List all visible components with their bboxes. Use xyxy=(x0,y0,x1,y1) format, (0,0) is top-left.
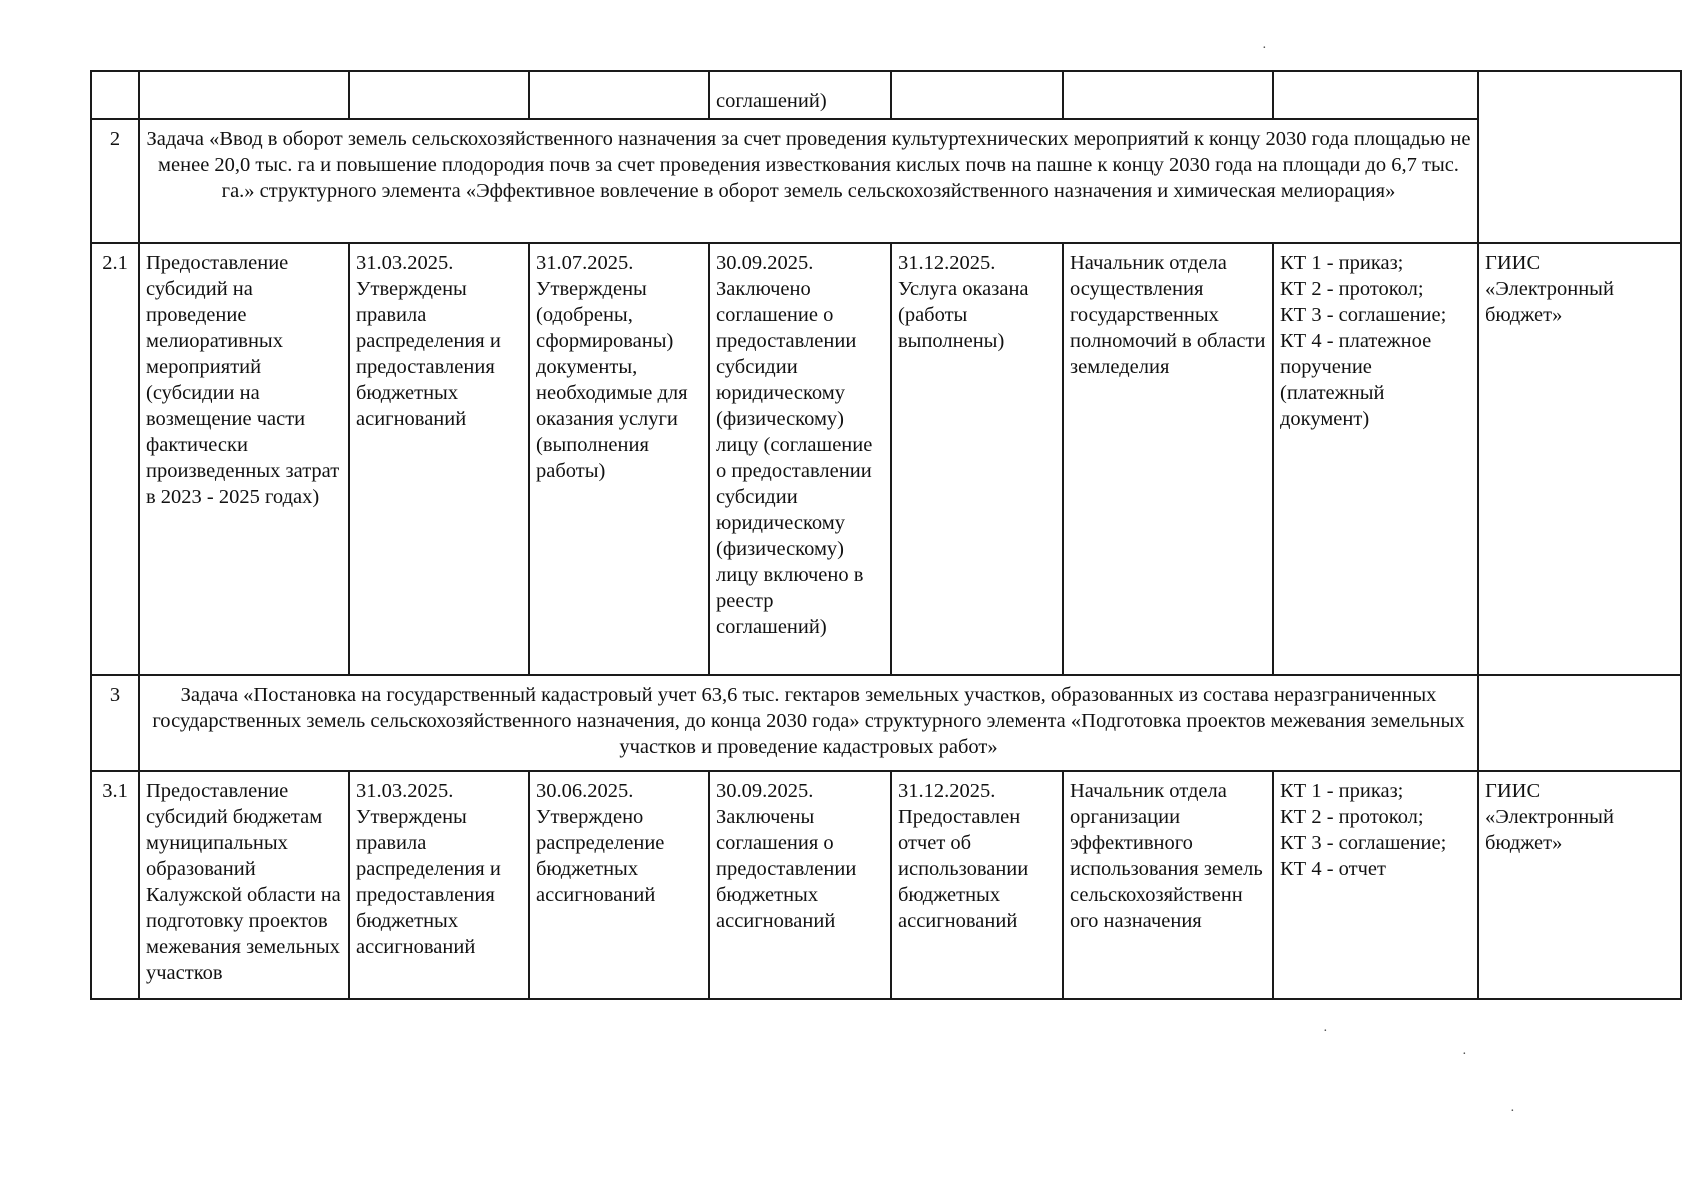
cell-system xyxy=(1478,71,1681,243)
event-name: Предоставление субсидий бюджетам муниципальных образований Калужской области на подготовку проектов межевания земельных участков xyxy=(139,771,349,999)
responsible-person: Начальник отдела осуществления государственных полномочий в области земледелия xyxy=(1063,243,1273,675)
control-point-4: 31.12.2025. Услуга оказана (работы выполнены) xyxy=(891,243,1063,675)
row-number: 3.1 xyxy=(91,771,139,999)
cell-text: соглашений) xyxy=(716,90,827,112)
scan-speck: · xyxy=(1323,1024,1328,1039)
section-number: 2 xyxy=(91,119,139,243)
section-task: Задача «Ввод в оборот земель сельскохозяйственного назначения за счет проведения культуртехнических мероприятий к концу 2030 года площадью не менее 20,0 тыс. га и повышение плодородия почв за счет проведения известкования кислых почв на пашне к концу 2030 года на площади до 6,7 тыс. га.» структурного элемента «Эффективное вовлечение в оборот земель сельскохозяйственного назначения и химическая мелиорация» xyxy=(139,119,1478,243)
table-row xyxy=(91,243,1681,675)
control-point-2: 31.07.2025. Утверждены (одобрены, сформированы) документы, необходимые для оказания услуги (выполнения работы) xyxy=(529,243,709,675)
control-point-1: 31.03.2025. Утверждены правила распределения и предоставления бюджетных ассигнований xyxy=(349,771,529,999)
cell-kt1 xyxy=(349,71,529,119)
cell-kt2 xyxy=(529,71,709,119)
doc-item: КТ 2 - протокол; xyxy=(1280,806,1424,828)
doc-item: КТ 1 - приказ; xyxy=(1280,780,1404,802)
table-row xyxy=(91,71,1681,119)
cell-num xyxy=(91,71,139,119)
plan-table xyxy=(90,70,1682,1000)
cell-docs xyxy=(1273,71,1478,119)
cell-name xyxy=(139,71,349,119)
cell-system xyxy=(1478,675,1681,771)
doc-item: КТ 4 - отчет xyxy=(1280,858,1386,880)
table-row xyxy=(91,771,1681,999)
control-point-1: 31.03.2025. Утверждены правила распределения и предоставления бюджетных асигнований xyxy=(349,243,529,675)
doc-item: КТ 2 - протокол; xyxy=(1280,278,1424,300)
control-point-3: 30.09.2025. Заключено соглашение о предоставлении субсидии юридическому (физическому) лицу (соглашение о предоставлении субсидии юридическому (физическому) лицу включено в реестр соглашений) xyxy=(709,243,891,675)
row-number: 2.1 xyxy=(91,243,139,675)
scan-speck: · xyxy=(1262,41,1267,56)
table-row xyxy=(91,119,1681,243)
section-number: 3 xyxy=(91,675,139,771)
cell-responsible xyxy=(1063,71,1273,119)
control-point-3: 30.09.2025. Заключены соглашения о предоставлении бюджетных ассигнований xyxy=(709,771,891,999)
doc-item: КТ 1 - приказ; xyxy=(1280,252,1404,274)
event-name: Предоставление субсидий на проведение мелиоративных мероприятий (субсидии на возмещение части фактически произведенных затрат в 2023 - 2025 годах) xyxy=(139,243,349,675)
responsible-person: Начальник отдела организации эффективного использования земель сельскохозяйственн ого назначения xyxy=(1063,771,1273,999)
control-point-2: 30.06.2025. Утверждено распределение бюджетных ассигнований xyxy=(529,771,709,999)
information-system: ГИИС «Электронный бюджет» xyxy=(1478,771,1681,999)
confirming-documents xyxy=(1273,243,1478,675)
confirming-documents xyxy=(1273,771,1478,999)
information-system: ГИИС «Электронный бюджет» xyxy=(1478,243,1681,675)
section-task: Задача «Постановка на государственный кадастровый учет 63,6 тыс. гектаров земельных участков, образованных из состава неразграниченных государственных земель сельскохозяйственного назначения, до конца 2030 года» структурного элемента «Подготовка проектов межевания земельных участков и проведение кадастровых работ» xyxy=(139,675,1478,771)
table-row xyxy=(91,675,1681,771)
doc-item: КТ 3 - соглашение; xyxy=(1280,304,1447,326)
doc-item: КТ 3 - соглашение; xyxy=(1280,832,1447,854)
scan-speck: · xyxy=(1510,1104,1515,1119)
scan-speck: · xyxy=(1462,1047,1467,1062)
cell-kt3 xyxy=(709,71,891,119)
cell-kt4 xyxy=(891,71,1063,119)
doc-item: КТ 4 - платежное поручение (платежный документ) xyxy=(1280,330,1432,430)
control-point-4: 31.12.2025. Предоставлен отчет об использовании бюджетных ассигнований xyxy=(891,771,1063,999)
